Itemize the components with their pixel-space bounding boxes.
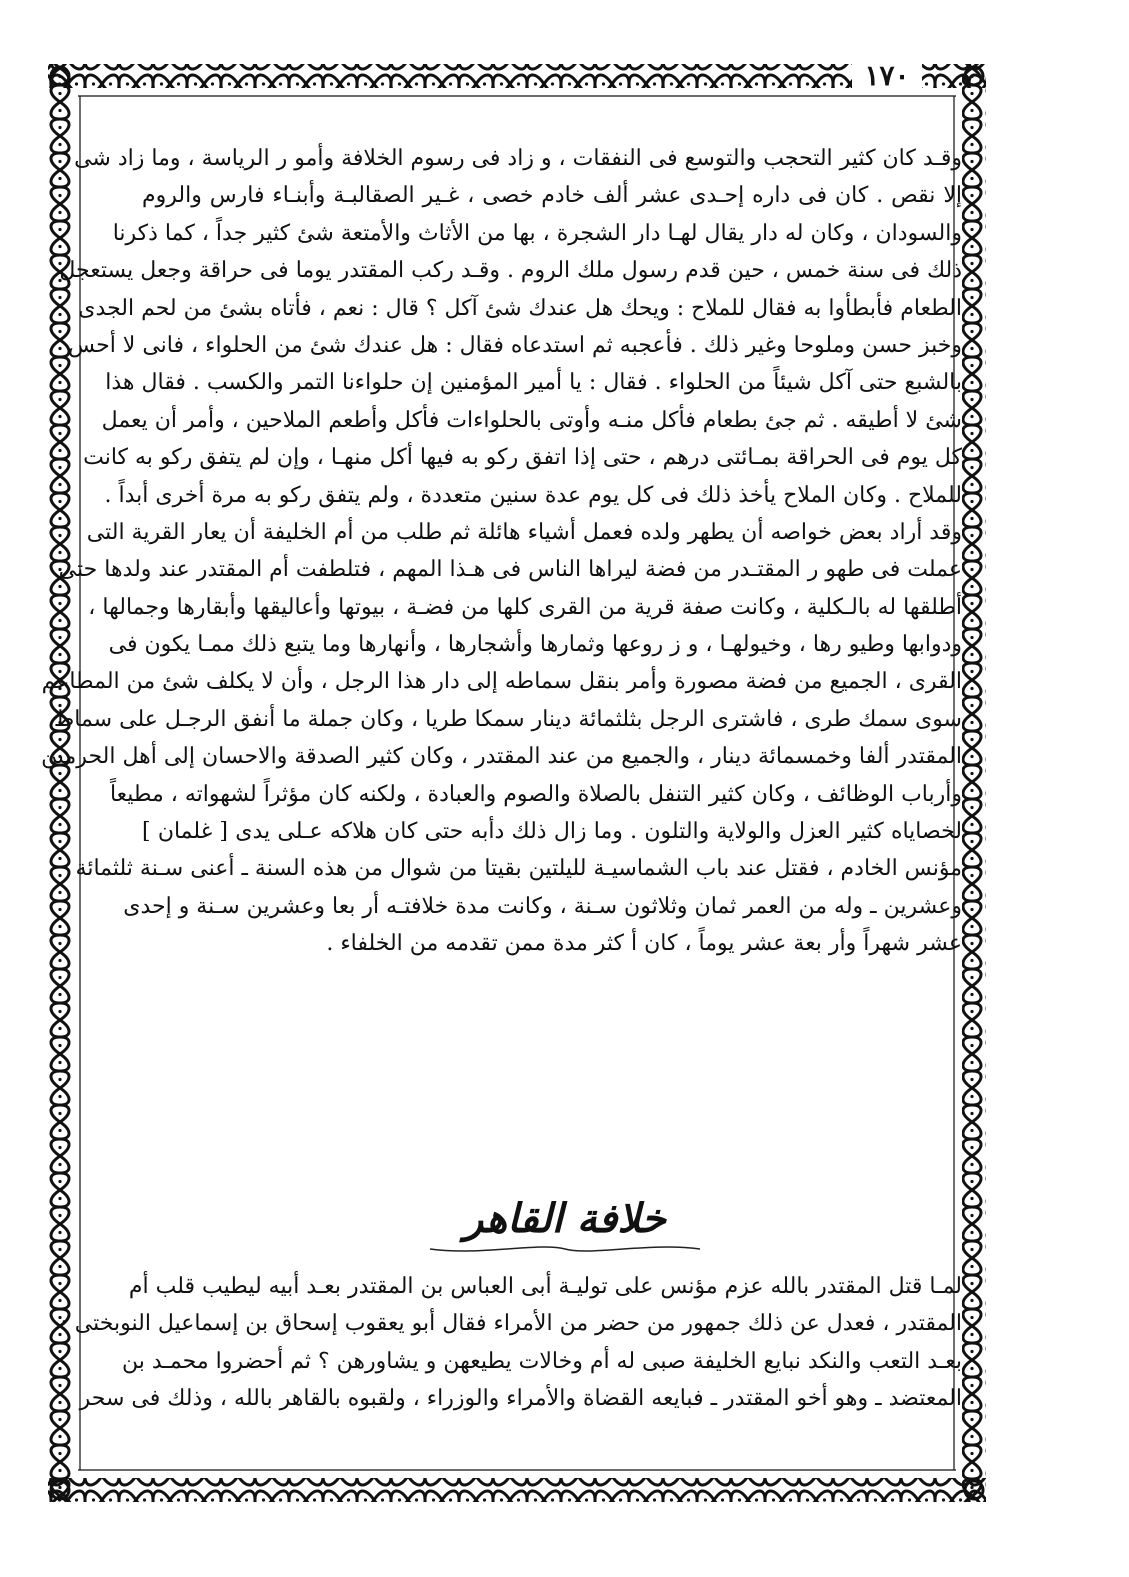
section-heading: خلافة القاهر [464,1195,666,1242]
text-line: عملت فى طهو ر المقتـدر من فضة ليراها الناس فى هـذا المهم ، فتلطفت أم المقتدر عند ولدها حتى [58,557,962,583]
text-line: مؤنس الخادم ، فقتل عند باب الشماسيـة لليلتين بقيتا من شوال من هذه السنة ـ أعنى سـنة ثلثمائة [75,856,962,882]
page-number: ١٧٠ [852,58,922,94]
text-line: للملاح . وكان الملاح يأخذ ذلك فى كل يوم عدة سنين متعددة ، ولم يتفق ركو به مرة أخرى أبداً . [104,482,962,508]
paragraph-1 [41,140,962,963]
text-line: إلا نقص . كان فى داره إحـدى عشر ألف خادم خصى ، غـير الصقالبـة وأبنـاء فارس والروم [142,183,962,209]
text-line: الطعام فأبطأوا به فقال للملاح : ويحك هل عندك شئ آكل ؟ قال : نعم ، فأتاه بشئ من لحم الجدى [78,295,962,321]
text-line: شئ لا أطيقه . ثم جئ بطعام فأكل منـه وأوتى بالحلواءات فأكل وأطعم الملاحين ، وأمر أن يعمل [101,407,962,433]
text-line: كل يوم فى الحراقة بمـائتى درهم ، حتى إذا اتفق ركو به فيها أكل منهـا ، وإن لم يتفق ركو به كانت [83,445,962,471]
text-line: ذلك فى سنة خمس ، حين قدم رسول ملك الروم . وقـد ركب المقتدر يوما فى حراقة وجعل يستعجل [59,258,962,284]
text-line: أطلقها له بالـكلية ، وكانت صفة قرية من القرى كلها من فضـة ، بيوتها وأعاليقها وأبقارها وجمالها ، [88,594,962,620]
text-line: وقـد كان كثير التحجب والتوسع فى النفقات ، و زاد فى رسوم الخلافة وأمو ر الرياسة ، وما زاد شى [74,146,962,171]
text-line: لمـا قتل المقتدر بالله عزم مؤنس على توليـة أبى العباس بن المقتدر بعـد أبيه ليطيب قلب أم [128,1274,962,1299]
text-line: سوى سمك طرى ، فاشترى الرجل بثلثمائة دينار سمكا طريا ، وكان جملة ما أنفق الرجـل على سماط [53,706,962,732]
heading-flourish [420,1242,710,1256]
text-line: ودوابها وطيو رها ، وخيولهـا ، و ز روعها وثمارها وأشجارها ، وأنهارها وما يتبع ذلك ممـا يكون فى [108,632,962,658]
text-line: القرى ، الجميع من فضة مصورة وأمر بنقل سماطه إلى دار هذا الرجل ، وأن لا يكلف شئ من المطاعم [41,669,962,695]
text-line: وأرباب الوظائف ، وكان كثير التنفل بالصلاة والصوم والعبادة ، ولكنه كان مؤثراً لشهواته ، مطيعاً [109,781,962,807]
text-line: وعشرين ـ وله من العمر ثمان وثلاثون سـنة ، وكانت مدة خلافتـه أر بعا وعشرين سـنة و إحدى [123,893,962,919]
paragraph-2 [60,1268,962,1418]
text-line: والسودان ، وكان له دار يقال لهـا دار الشجرة ، بها من الأثاث والأمتعة شئ كثير جداً ، كما ذكرنا [112,220,962,246]
text-line: المعتضد ـ وهو أخو المقتدر ـ فبايعه القضاة والأمراء والوزراء ، ولقبوه بالقاهر بالله ، وذلك فى سحر [79,1386,962,1412]
text-line: المقتدر ألفا وخمسمائة دينار ، والجميع من عند المقتدر ، وكان كثير الصدقة والاحسان إلى أهل الحرمين [41,744,962,770]
text-line: وخبز حسن وملوحا وغير ذلك . فأعجبه ثم استدعاه فقال : هل عندك شئ من الحلواء ، فانى لا أحس [68,332,962,358]
text-line: وقد أراد بعض خواصه أن يطهر ولده فعمل أشياء هائلة ثم طلب من أم الخليفة أن يعار القرية التى [86,519,962,545]
text-line: بالشبع حتى آكل شيئاً من الحلواء . فقال : يا أمير المؤمنين إن حلواءنا التمر والكسب . فقال هذا [105,370,962,396]
text-line: بعـد التعب والنكد نبايع الخليفة صبى له أم وخالات يطيعهن و يشاورهن ؟ ثم أحضروا محمـد بن [122,1348,962,1374]
text-line: المقتدر ، فعدل عن ذلك جمهور من حضر من الأمراء فقال أبو يعقوب إسحاق بن إسماعيل النوبختى : [60,1311,962,1337]
text-line: لخصاياه كثير العزل والولاية والتلون . وما زال ذلك دأبه حتى كان هلاكه عـلى يدى [ غلمان ] [142,819,962,845]
text-line: عشر شهراً وأر بعة عشر يوماً ، كان أ كثر مدة ممن تقدمه من الخلفاء . [326,931,962,957]
